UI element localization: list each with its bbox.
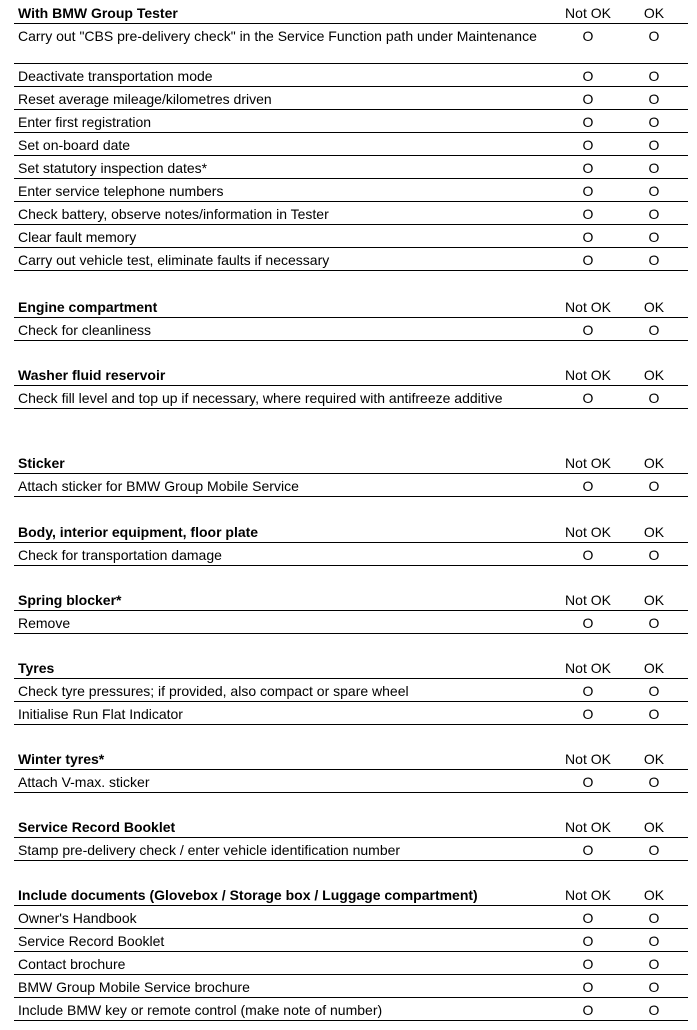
checklist-item-label: Attach sticker for BMW Group Mobile Service <box>18 478 299 494</box>
ok-checkbox[interactable]: O <box>648 683 660 699</box>
column-header-not-ok: Not OK <box>565 592 611 608</box>
not-ok-checkbox[interactable]: O <box>582 547 594 563</box>
checklist-item-label: Attach V-max. sticker <box>18 774 150 790</box>
section-title: Sticker <box>18 455 65 471</box>
ok-checkbox[interactable]: O <box>648 956 660 972</box>
section-header <box>14 657 688 679</box>
column-header-not-ok: Not OK <box>565 887 611 903</box>
checklist-row <box>14 929 688 952</box>
not-ok-checkbox[interactable]: O <box>582 706 594 722</box>
checklist-row <box>14 543 688 566</box>
not-ok-checkbox[interactable]: O <box>582 114 594 130</box>
not-ok-checkbox[interactable]: O <box>582 979 594 995</box>
checklist-row <box>14 975 688 998</box>
checklist-item-label: BMW Group Mobile Service brochure <box>18 979 250 995</box>
section-title: With BMW Group Tester <box>18 5 178 21</box>
column-header-ok: OK <box>643 660 665 676</box>
checklist-row <box>14 770 688 793</box>
checklist-row <box>14 156 688 179</box>
checklist-row <box>14 474 688 497</box>
checklist-row <box>14 87 688 110</box>
checklist-row <box>14 702 688 725</box>
checklist-row <box>14 225 688 248</box>
checklist-row <box>14 386 688 409</box>
section-header <box>14 748 688 770</box>
section-header <box>14 294 688 318</box>
checklist-row <box>14 202 688 225</box>
ok-checkbox[interactable]: O <box>648 137 660 153</box>
ok-checkbox[interactable]: O <box>648 114 660 130</box>
column-header-ok: OK <box>643 367 665 383</box>
not-ok-checkbox[interactable]: O <box>582 68 594 84</box>
checklist-item-label: Carry out "CBS pre-delivery check" in the Service Function path under Maintenance <box>18 28 537 44</box>
section-title: Spring blocker* <box>18 592 122 608</box>
column-header-not-ok: Not OK <box>565 524 611 540</box>
checklist-row <box>14 611 688 634</box>
checklist-row <box>14 64 688 87</box>
ok-checkbox[interactable]: O <box>648 183 660 199</box>
ok-checkbox[interactable]: O <box>648 774 660 790</box>
checklist-item-label: Set on-board date <box>18 137 131 153</box>
ok-checkbox[interactable]: O <box>648 206 660 222</box>
ok-checkbox[interactable]: O <box>648 390 660 406</box>
checklist-item-label: Check battery, observe notes/information in Tester <box>18 206 329 222</box>
column-header-ok: OK <box>643 819 665 835</box>
column-header-ok: OK <box>643 455 665 471</box>
section-header <box>14 589 688 611</box>
column-header-ok: OK <box>643 887 665 903</box>
checklist-row <box>14 906 688 929</box>
column-header-not-ok: Not OK <box>565 455 611 471</box>
checklist-row <box>14 952 688 975</box>
ok-checkbox[interactable]: O <box>648 91 660 107</box>
checklist-row <box>14 248 688 271</box>
checklist-item-label: Remove <box>18 615 71 631</box>
checklist-row <box>14 998 688 1021</box>
checklist-item-label: Check tyre pressures; if provided, also compact or spare wheel <box>18 683 409 699</box>
not-ok-checkbox[interactable]: O <box>582 478 594 494</box>
column-header-not-ok: Not OK <box>565 660 611 676</box>
checklist-row <box>14 679 688 702</box>
checklist-item-label: Set statutory inspection dates* <box>18 160 208 176</box>
ok-checkbox[interactable]: O <box>648 615 660 631</box>
checklist-item-label: Contact brochure <box>18 956 126 972</box>
column-header-not-ok: Not OK <box>565 367 611 383</box>
section-title: Body, interior equipment, floor plate <box>18 524 259 540</box>
not-ok-checkbox[interactable]: O <box>582 1002 594 1018</box>
checklist-item-label: Initialise Run Flat Indicator <box>18 706 183 722</box>
section-header <box>14 362 688 386</box>
not-ok-checkbox[interactable]: O <box>582 229 594 245</box>
checklist-item-label: Carry out vehicle test, eliminate faults if necessary <box>18 252 330 268</box>
not-ok-checkbox[interactable]: O <box>582 956 594 972</box>
not-ok-checkbox[interactable]: O <box>582 322 594 338</box>
section-header <box>14 4 688 24</box>
checklist-item-label: Owner's Handbook <box>18 910 137 926</box>
ok-checkbox[interactable]: O <box>648 933 660 949</box>
ok-checkbox[interactable]: O <box>648 910 660 926</box>
checklist-item-label: Check for transportation damage <box>18 547 222 563</box>
not-ok-checkbox[interactable]: O <box>582 206 594 222</box>
section-header <box>14 452 688 474</box>
ok-checkbox[interactable]: O <box>648 160 660 176</box>
section-title: Include documents (Glovebox / Storage box / Luggage compartment) <box>18 887 478 903</box>
ok-checkbox[interactable]: O <box>648 229 660 245</box>
column-header-ok: OK <box>643 299 665 315</box>
ok-checkbox[interactable]: O <box>648 322 660 338</box>
ok-checkbox[interactable]: O <box>648 252 660 268</box>
not-ok-checkbox[interactable]: O <box>582 160 594 176</box>
checklist-item-label: Reset average mileage/kilometres driven <box>18 91 272 107</box>
not-ok-checkbox[interactable]: O <box>582 615 594 631</box>
column-header-not-ok: Not OK <box>565 819 611 835</box>
not-ok-checkbox[interactable]: O <box>582 28 594 44</box>
column-header-not-ok: Not OK <box>565 751 611 767</box>
checklist-item-label: Clear fault memory <box>18 229 137 245</box>
not-ok-checkbox[interactable]: O <box>582 774 594 790</box>
not-ok-checkbox[interactable]: O <box>582 91 594 107</box>
section-header <box>14 816 688 838</box>
ok-checkbox[interactable]: O <box>648 547 660 563</box>
section-title: Service Record Booklet <box>18 819 176 835</box>
ok-checkbox[interactable]: O <box>648 68 660 84</box>
not-ok-checkbox[interactable]: O <box>582 933 594 949</box>
checklist-item-label: Include BMW key or remote control (make note of number) <box>18 1002 383 1018</box>
checklist-row <box>14 318 688 341</box>
checklist-row <box>14 110 688 133</box>
checklist-item-label: Service Record Booklet <box>18 933 165 949</box>
not-ok-checkbox[interactable]: O <box>582 183 594 199</box>
not-ok-checkbox[interactable]: O <box>582 683 594 699</box>
column-header-ok: OK <box>643 592 665 608</box>
ok-checkbox[interactable]: O <box>648 28 660 44</box>
checklist-item-label: Check for cleanliness <box>18 322 152 338</box>
checklist-item-label: Enter service telephone numbers <box>18 183 224 199</box>
not-ok-checkbox[interactable]: O <box>582 137 594 153</box>
column-header-ok: OK <box>643 524 665 540</box>
ok-checkbox[interactable]: O <box>648 979 660 995</box>
checklist-row <box>14 179 688 202</box>
section-header <box>14 520 688 543</box>
checklist-row <box>14 24 688 64</box>
checklist-item-label: Enter first registration <box>18 114 152 130</box>
column-header-not-ok: Not OK <box>565 299 611 315</box>
checklist-item-label: Deactivate transportation mode <box>18 68 213 84</box>
section-title: Engine compartment <box>18 299 158 315</box>
checklist-row <box>14 838 688 861</box>
checklist-row <box>14 133 688 156</box>
section-header <box>14 884 688 906</box>
ok-checkbox[interactable]: O <box>648 478 660 494</box>
ok-checkbox[interactable]: O <box>648 1002 660 1018</box>
section-title: Tyres <box>18 660 55 676</box>
not-ok-checkbox[interactable]: O <box>582 842 594 858</box>
checklist-item-label: Check fill level and top up if necessary, where required with antifreeze additive <box>18 390 503 406</box>
not-ok-checkbox[interactable]: O <box>582 252 594 268</box>
ok-checkbox[interactable]: O <box>648 842 660 858</box>
column-header-ok: OK <box>643 751 665 767</box>
not-ok-checkbox[interactable]: O <box>582 390 594 406</box>
section-title: Washer fluid reservoir <box>18 367 166 383</box>
checklist-item-label: Stamp pre-delivery check / enter vehicle identification number <box>18 842 401 858</box>
section-title: Winter tyres* <box>18 751 105 767</box>
not-ok-checkbox[interactable]: O <box>582 910 594 926</box>
column-header-not-ok: Not OK <box>565 5 611 21</box>
ok-checkbox[interactable]: O <box>648 706 660 722</box>
column-header-ok: OK <box>643 5 665 21</box>
